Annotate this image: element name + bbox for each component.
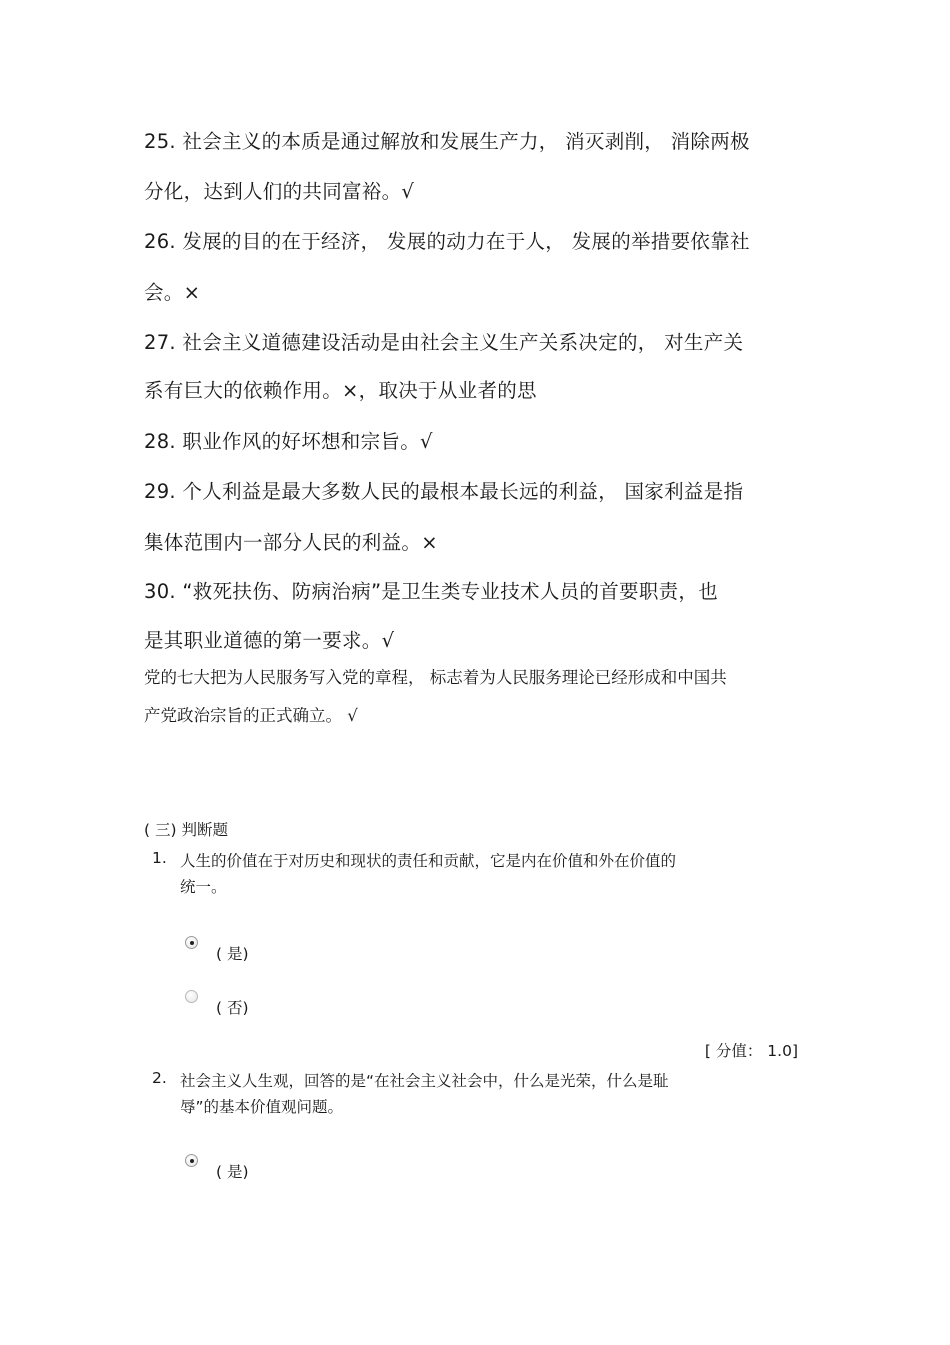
extra-statement-line-1: 党的七大把为人民服务写入党的章程， 标志着为人民服务理论已经形成和中国共 bbox=[144, 668, 727, 687]
question-2-text-line-1: 社会主义人生观，回答的是“在社会主义社会中，什么是光荣，什么是耻 bbox=[180, 1072, 669, 1090]
radio-selected-icon[interactable] bbox=[185, 936, 198, 949]
extra-statement-line-2: 产党政治宗旨的正式确立。 √ bbox=[144, 706, 358, 725]
option-label: ( 否) bbox=[216, 999, 249, 1017]
item-30-line-1: 30. “救死扶伤、防病治病”是卫生类专业技术人员的首要职责，也 bbox=[144, 580, 719, 603]
question-1-text-line-1: 人生的价值在于对历史和现状的责任和贡献，它是内在价值和外在价值的 bbox=[180, 852, 677, 870]
item-26-line-2: 会。× bbox=[144, 281, 201, 304]
item-27-line-1: 27. 社会主义道德建设活动是由社会主义生产关系决定的， 对生产关 bbox=[144, 331, 744, 354]
option-label: ( 是) bbox=[216, 1163, 249, 1181]
question-2-number: 2. bbox=[152, 1069, 167, 1087]
question-1-score: [ 分值： 1.0] bbox=[704, 1042, 798, 1060]
item-26-line-1: 26. 发展的目的在于经济， 发展的动力在于人， 发展的举措要依靠社 bbox=[144, 230, 750, 253]
section-title: ( 三) 判断题 bbox=[144, 821, 228, 839]
item-28-line-1: 28. 职业作风的好坏想和宗旨。√ bbox=[144, 430, 433, 453]
item-29-line-2: 集体范围内一部分人民的利益。× bbox=[144, 531, 438, 554]
item-27-line-2: 系有巨大的依赖作用。×，取决于从业者的思 bbox=[144, 379, 537, 402]
item-29-line-1: 29. 个人利益是最大多数人民的最根本最长远的利益， 国家利益是指 bbox=[144, 480, 744, 503]
option-label: ( 是) bbox=[216, 945, 249, 963]
question-2-text-line-2: 辱”的基本价值观问题。 bbox=[180, 1098, 344, 1116]
radio-unselected-icon[interactable] bbox=[185, 990, 198, 1003]
item-25-line-2: 分化，达到人们的共同富裕。√ bbox=[144, 180, 415, 203]
radio-selected-icon[interactable] bbox=[185, 1154, 198, 1167]
item-30-line-2: 是其职业道德的第一要求。√ bbox=[144, 629, 395, 652]
question-1-number: 1. bbox=[152, 849, 167, 867]
item-25-line-1: 25. 社会主义的本质是通过解放和发展生产力， 消灭剥削， 消除两极 bbox=[144, 130, 750, 153]
question-1-text-line-2: 统一。 bbox=[180, 878, 227, 896]
